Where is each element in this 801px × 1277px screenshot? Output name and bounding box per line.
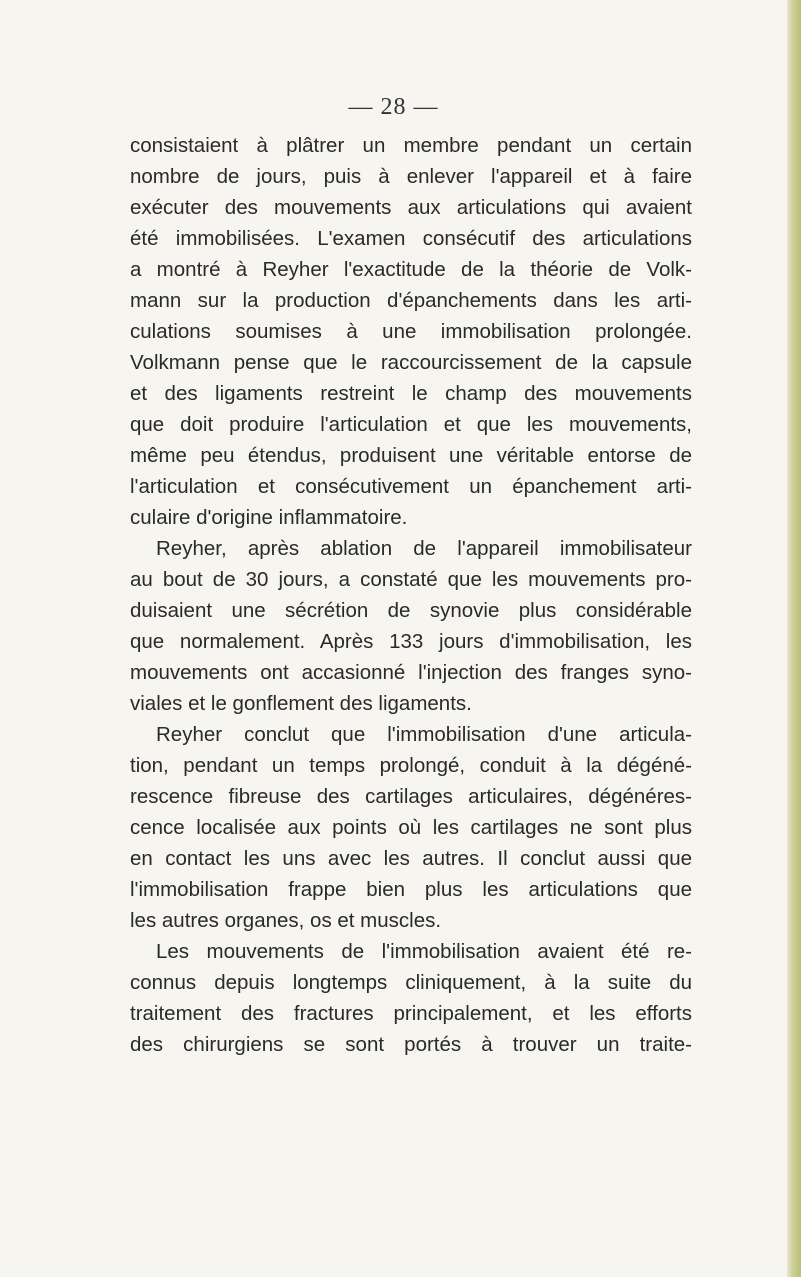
text-line: l'articulation et consécutivement un épanchement arti- xyxy=(130,475,692,498)
text-line: duisaient une sécrétion de synovie plus considérable xyxy=(130,599,692,622)
text-line: nombre de jours, puis à enlever l'appareil et à faire xyxy=(130,165,692,188)
text-line: et des ligaments restreint le champ des mouvements xyxy=(130,382,692,405)
text-line: viales et le gonflement des ligaments. xyxy=(130,692,472,715)
text-line: Reyher conclut que l'immobilisation d'une articula- xyxy=(156,723,692,746)
text-line: même peu étendus, produisent une véritable entorse de xyxy=(130,444,692,467)
text-line: que doit produire l'articulation et que les mouvements, xyxy=(130,413,692,436)
text-line: consistaient à plâtrer un membre pendant un certain xyxy=(130,134,692,157)
text-line: tion, pendant un temps prolongé, conduit à la dégéné- xyxy=(130,754,692,777)
text-line: rescence fibreuse des cartilages articulaires, dégénéres- xyxy=(130,785,692,808)
text-line: culaire d'origine inflammatoire. xyxy=(130,506,408,529)
body-text xyxy=(130,130,692,1060)
text-line: mann sur la production d'épanchements dans les arti- xyxy=(130,289,692,312)
text-line: que normalement. Après 133 jours d'immobilisation, les xyxy=(130,630,692,653)
text-line: connus depuis longtemps cliniquement, à la suite du xyxy=(130,971,692,994)
text-line: au bout de 30 jours, a constaté que les mouvements pro- xyxy=(130,568,692,591)
text-line: traitement des fractures principalement, et les efforts xyxy=(130,1002,692,1025)
text-line: l'immobilisation frappe bien plus les articulations que xyxy=(130,878,692,901)
text-line: les autres organes, os et muscles. xyxy=(130,909,442,932)
text-line: a montré à Reyher l'exactitude de la théorie de Volk- xyxy=(130,258,692,281)
text-line: en contact les uns avec les autres. Il conclut aussi que xyxy=(130,847,692,870)
text-line: culations soumises à une immobilisation prolongée. xyxy=(130,320,692,343)
text-line: mouvements ont accasionné l'injection des franges syno- xyxy=(130,661,692,684)
page-number: — 28 — xyxy=(348,94,439,120)
text-line: Volkmann pense que le raccourcissement de la capsule xyxy=(130,351,692,374)
page-edge xyxy=(787,0,801,1277)
text-line: été immobilisées. L'examen consécutif des articulations xyxy=(130,227,692,250)
text-line: Reyher, après ablation de l'appareil immobilisateur xyxy=(156,537,692,560)
text-line: exécuter des mouvements aux articulations qui avaient xyxy=(130,196,692,219)
text-line: des chirurgiens se sont portés à trouver un traite- xyxy=(130,1033,692,1056)
text-line: Les mouvements de l'immobilisation avaient été re- xyxy=(156,940,692,963)
text-line: cence localisée aux points où les cartilages ne sont plus xyxy=(130,816,692,839)
